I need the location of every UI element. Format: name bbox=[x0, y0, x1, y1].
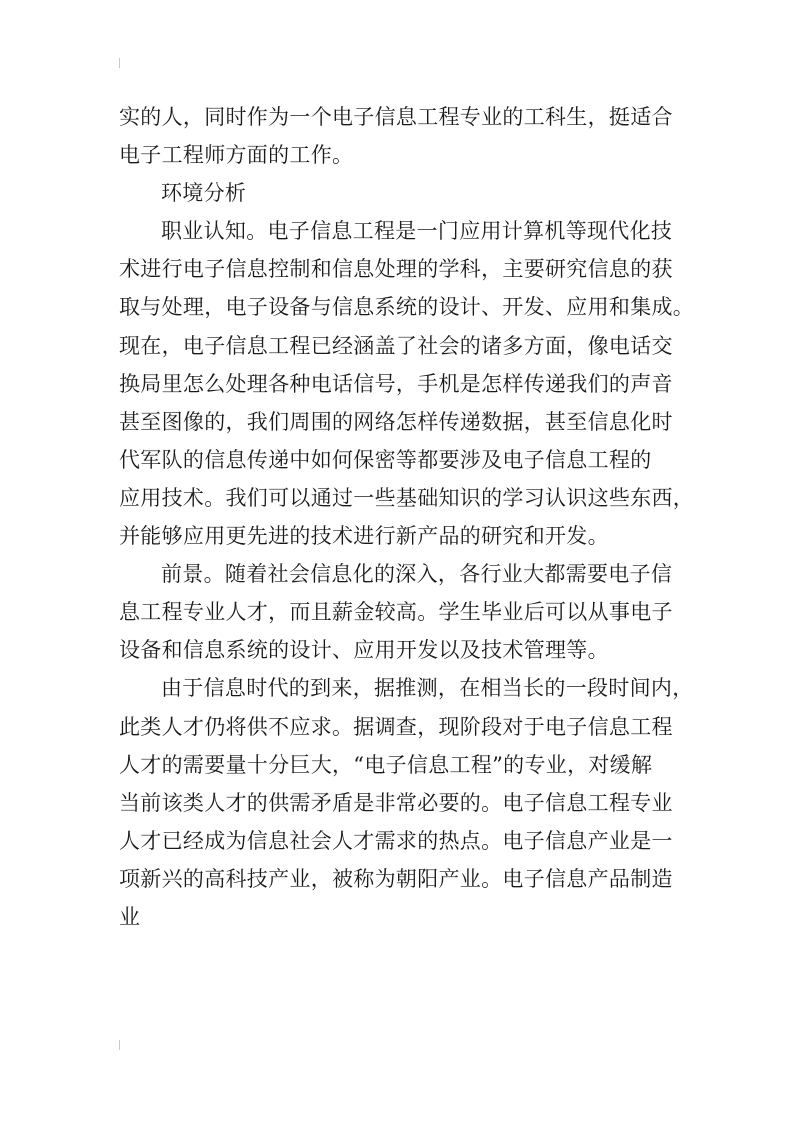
text-line: 实的人，同时作为一个电子信息工程专业的工科生，挺适合 bbox=[119, 105, 673, 129]
text-line: 现在，电子信息工程已经涵盖了社会的诸多方面，像电话交 bbox=[119, 333, 673, 358]
text-line: 项新兴的高科技产业，被称为朝阳产业。电子信息产品制造 bbox=[119, 866, 673, 891]
text-line: 此类人才仍将供不应求。据调查，现阶段对于电子信息工程 bbox=[119, 714, 673, 739]
text-line: 人才的需要量十分巨大，“电子信息工程”的专业，对缓解 bbox=[119, 752, 653, 777]
text-line: 应用技术。我们可以通过一些基础知识的学习认识这些东西， bbox=[119, 485, 695, 510]
text-line: 前景。随着社会信息化的深入，各行业大都需要电子信 bbox=[161, 562, 673, 587]
text-line: 设备和信息系统的设计、应用开发以及技术管理等。 bbox=[119, 638, 609, 663]
text-line: 术进行电子信息控制和信息处理的学科，主要研究信息的获 bbox=[119, 257, 673, 282]
text-line: 并能够应用更先进的技术进行新产品的研究和开发。 bbox=[119, 524, 609, 549]
text-line: 甚至图像的，我们周围的网络怎样传递数据，甚至信息化时 bbox=[119, 409, 673, 434]
text-line: 换局里怎么处理各种电话信号，手机是怎样传递我们的声音 bbox=[119, 371, 673, 396]
text-line: 代军队的信息传递中如何保密等都要涉及电子信息工程的 bbox=[119, 447, 652, 472]
page-corner-mark-bottom bbox=[119, 1040, 120, 1050]
section-heading: 环境分析 bbox=[161, 181, 247, 206]
text-line: 职业认知。电子信息工程是一门应用计算机等现代化技 bbox=[161, 219, 673, 244]
page-corner-mark-top bbox=[119, 58, 120, 68]
text-line: 由于信息时代的到来，据推测，在相当长的一段时间内， bbox=[161, 676, 694, 701]
text-line: 当前该类人才的供需矛盾是非常必要的。电子信息工程专业 bbox=[119, 790, 673, 815]
text-line: 息工程专业人才，而且薪金较高。学生毕业后可以从事电子 bbox=[119, 600, 673, 625]
document-body bbox=[119, 98, 695, 936]
text-line: 业 bbox=[119, 904, 141, 929]
text-line: 电子工程师方面的工作。 bbox=[119, 143, 354, 168]
text-line: 取与处理，电子设备与信息系统的设计、开发、应用和集成。 bbox=[119, 295, 695, 320]
text-line: 人才已经成为信息社会人才需求的热点。电子信息产业是一 bbox=[119, 828, 673, 853]
